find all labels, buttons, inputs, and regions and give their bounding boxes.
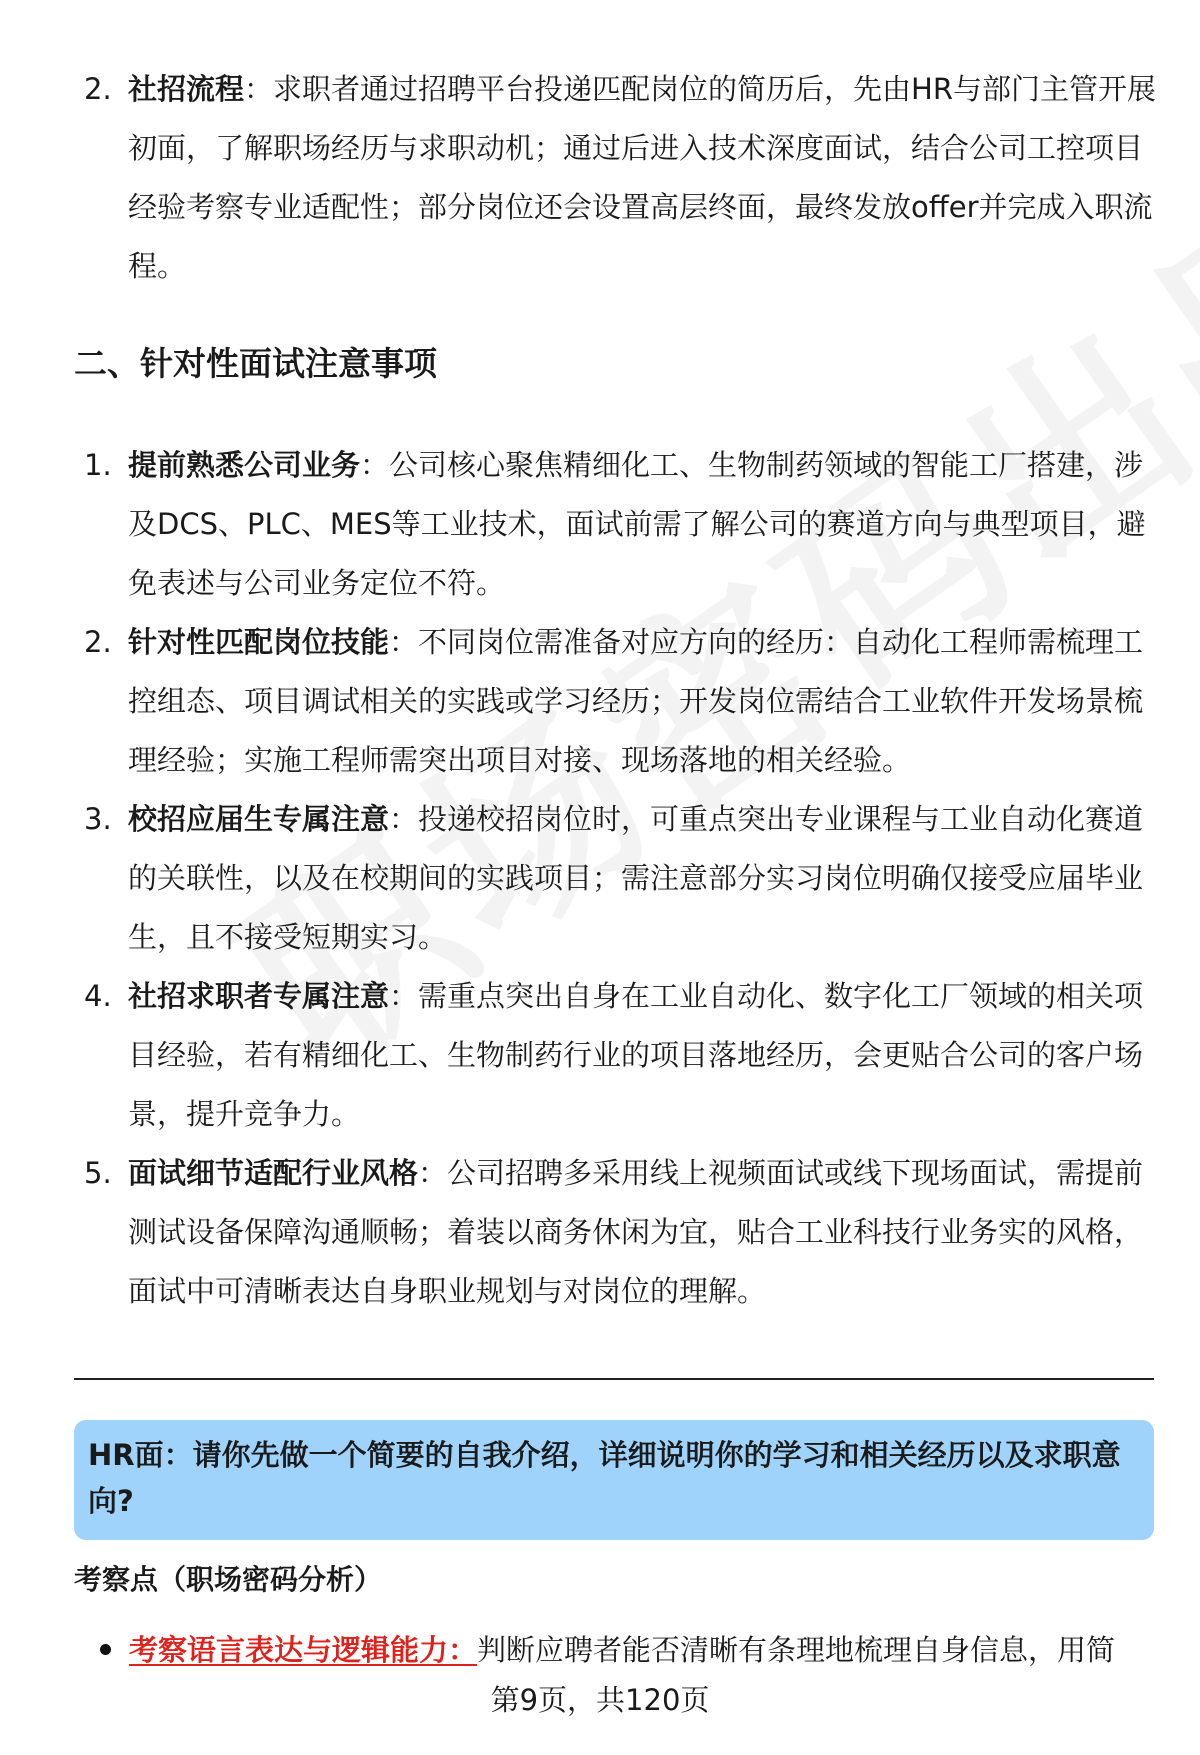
list-number: 2. bbox=[84, 72, 112, 106]
list-item-title: 面试细节适配行业风格 bbox=[128, 1156, 419, 1190]
divider bbox=[74, 1378, 1154, 1380]
question-box: HR面：请你先做一个简要的自我介绍，详细说明你的学习和相关经历以及求职意向? bbox=[74, 1420, 1154, 1540]
list-number: 4. bbox=[84, 979, 112, 1013]
analysis-heading: 考察点（职场密码分析） bbox=[74, 1563, 383, 1596]
list-number: 1. bbox=[84, 448, 112, 482]
list-item bbox=[0, 60, 1200, 296]
list-item-text: ：需重点突出自身在工业自动化、数字化工厂领域的相关项目经验，若有精细化工、生物制药行业的项目落地经历，会更贴合公司的客户场景，提升竞争力。 bbox=[128, 979, 1144, 1131]
list-item-text: ：公司招聘多采用线上视频面试或线下现场面试，需提前测试设备保障沟通顺畅；着装以商务休闲为宜，贴合工业科技行业务实的风格，面试中可清晰表达自身职业规划与对岗位的理解。 bbox=[128, 1156, 1144, 1308]
section-2-list bbox=[0, 436, 1200, 1321]
section-1-list bbox=[0, 60, 1200, 296]
list-item-title: 针对性匹配岗位技能 bbox=[128, 625, 390, 659]
bullet-text: 判断应聘者能否清晰有条理地梳理自身信息，用简 bbox=[477, 1633, 1116, 1667]
bullet-dot-icon bbox=[100, 1644, 111, 1655]
list-item-text: ：不同岗位需准备对应方向的经历：自动化工程师需梳理工控组态、项目调试相关的实践或学习经历；开发岗位需结合工业软件开发场景梳理经验；实施工程师需突出项目对接、现场落地的相关经验。 bbox=[128, 625, 1144, 777]
bullet-title: 考察语言表达与逻辑能力： bbox=[129, 1633, 478, 1667]
list-item bbox=[0, 967, 1200, 1144]
list-item bbox=[0, 1144, 1200, 1321]
list-item-title: 社招流程 bbox=[128, 72, 245, 106]
section-heading: 二、针对性面试注意事项 bbox=[74, 344, 437, 383]
list-item-title: 社招求职者专属注意 bbox=[128, 979, 390, 1013]
list-item-title: 校招应届生专属注意 bbox=[128, 802, 390, 836]
list-number: 3. bbox=[84, 802, 112, 836]
list-item-text: ：投递校招岗位时，可重点突出专业课程与工业自动化赛道的关联性，以及在校期间的实践项目；需注意部分实习岗位明确仅接受应届毕业生，且不接受短期实习。 bbox=[128, 802, 1144, 954]
list-number: 2. bbox=[84, 625, 112, 659]
analysis-bullet bbox=[100, 1628, 1160, 1672]
list-item-text: ：公司核心聚焦精细化工、生物制药领域的智能工厂搭建，涉及DCS、PLC、MES等工业技术，面试前需了解公司的赛道方向与典型项目，避免表述与公司业务定位不符。 bbox=[128, 448, 1146, 600]
list-item-title: 提前熟悉公司业务 bbox=[128, 448, 361, 482]
list-item bbox=[0, 436, 1200, 613]
list-item bbox=[0, 613, 1200, 790]
page-footer: 第9页，共120页 bbox=[490, 1683, 710, 1717]
list-number: 5. bbox=[84, 1156, 112, 1190]
list-item-text: ：求职者通过招聘平台投递匹配岗位的简历后，先由HR与部门主管开展初面，了解职场经历与求职动机；通过后进入技术深度面试，结合公司工控项目经验考察专业适配性；部分岗位还会设置高层终面，最终发放offer并完成入职流程。 bbox=[128, 72, 1156, 283]
list-item bbox=[0, 790, 1200, 967]
